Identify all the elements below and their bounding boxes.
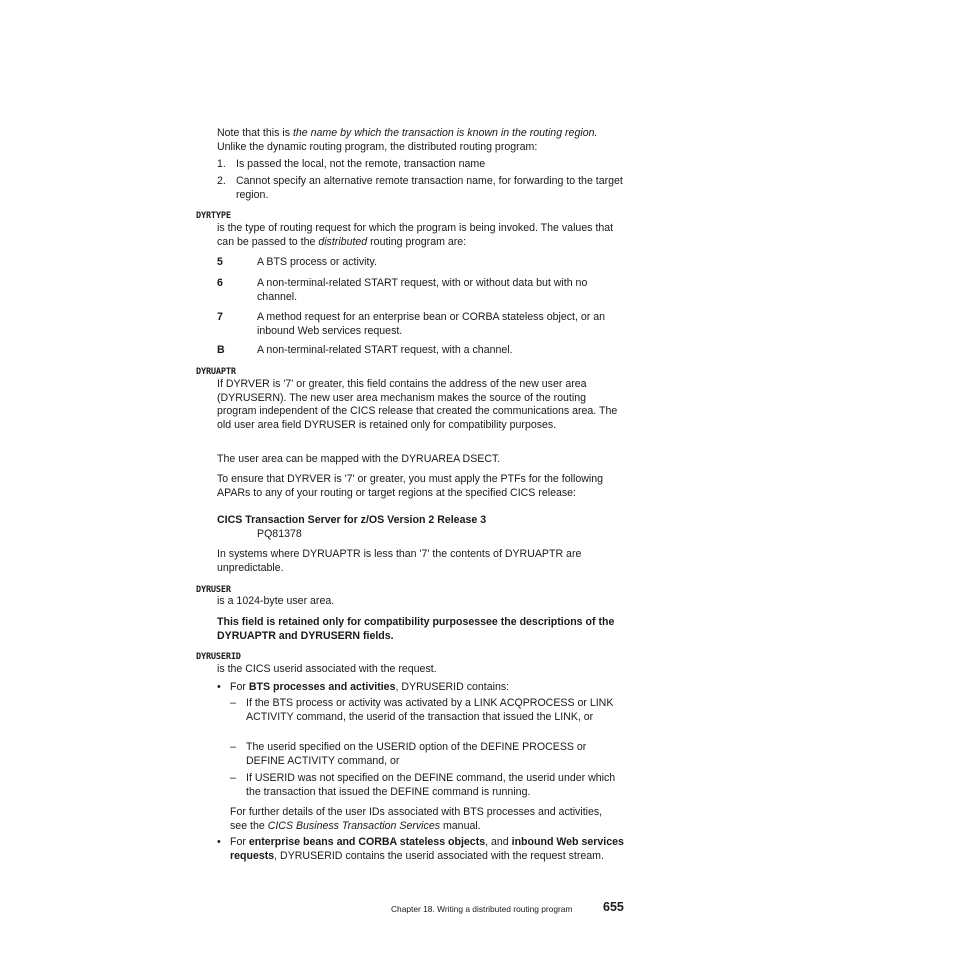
term-dyrtype: DYRTYPE xyxy=(196,211,231,221)
dyrtype-description: is the type of routing request for which the program is being invoked. The values that can be passed to the distributed routing program are: xyxy=(217,222,614,248)
dash-marker-1: – xyxy=(230,697,236,709)
term-dyruaptr: DYRUAPTR xyxy=(196,367,236,377)
term-dyruserid: DYRUSERID xyxy=(196,652,241,662)
intro-list-item-1: Is passed the local, not the remote, transaction name xyxy=(236,158,486,170)
dyruser-description: is a 1024-byte user area. xyxy=(217,595,335,607)
dyruaptr-paragraph-2: The user area can be mapped with the DYRUAREA DSECT. xyxy=(217,453,501,465)
intro-paragraph: Note that this is the name by which the transaction is known in the routing region. Unlike the dynamic routing program, the distributed routing program: xyxy=(217,127,598,153)
bullet-marker-1: • xyxy=(217,681,221,693)
intro-list-marker-1: 1. xyxy=(217,158,226,170)
bullet-marker-2: • xyxy=(217,836,221,848)
bullet-enterprise-beans: For enterprise beans and CORBA stateless objects, and inbound Web services requests, DYRUSERID contains the userid associated with the request stream. xyxy=(230,836,624,862)
dyruser-note: This field is retained only for compatibility purposessee the descriptions of the DYRUAPTR and DYRUSERN fields. xyxy=(217,616,615,642)
page-number: 655 xyxy=(603,900,624,914)
release-label: CICS Transaction Server for z/OS Version 2 Release 3 xyxy=(217,514,487,526)
dash-item-3: If USERID was not specified on the DEFINE command, the userid under which the transaction that issued the DEFINE command is running. xyxy=(246,772,616,798)
release-apar: PQ81378 xyxy=(257,528,302,540)
dyrtype-code-7: 7 xyxy=(217,311,223,323)
dyruaptr-paragraph-1: If DYRVER is '7' or greater, this field contains the address of the new user area (DYRUSERN). The new user area mechanism makes the source of the routing program independent of the CICS release that created the communications area. The old user area field DYRUSER is retained only for compatibility purposes. xyxy=(217,378,618,431)
footer-chapter: Chapter 18. Writing a distributed routing program xyxy=(391,904,573,914)
dash-marker-2: – xyxy=(230,741,236,753)
dash-marker-3: – xyxy=(230,772,236,784)
bts-further-details: For further details of the user IDs associated with BTS processes and activities, see the CICS Business Transaction Services manual. xyxy=(230,806,603,832)
intro-list-item-2: Cannot specify an alternative remote transaction name, for forwarding to the target region. xyxy=(236,175,623,201)
dyrtype-value-b: A non-terminal-related START request, with a channel. xyxy=(257,344,513,356)
dash-item-2: The userid specified on the USERID option of the DEFINE PROCESS or DEFINE ACTIVITY command, or xyxy=(246,741,587,767)
dash-item-1: If the BTS process or activity was activated by a LINK ACQPROCESS or LINK ACTIVITY command, the userid of the transaction that issued the LINK, or xyxy=(246,697,614,723)
bullet-bts: For BTS processes and activities, DYRUSERID contains: xyxy=(230,681,510,693)
dyrtype-value-7: A method request for an enterprise bean or CORBA stateless object, or an inbound Web services request. xyxy=(257,311,606,337)
dyruaptr-paragraph-4: In systems where DYRUAPTR is less than '7' the contents of DYRUAPTR are unpredictable. xyxy=(217,548,582,574)
dyrtype-code-5: 5 xyxy=(217,256,223,268)
dyruaptr-paragraph-3: To ensure that DYRVER is '7' or greater, you must apply the PTFs for the following APARs to any of your routing or target regions at the specified CICS release: xyxy=(217,473,603,499)
dyrtype-code-b: B xyxy=(217,344,225,356)
dyrtype-code-6: 6 xyxy=(217,277,223,289)
dyrtype-value-6: A non-terminal-related START request, with or without data but with no channel. xyxy=(257,277,588,303)
intro-list-marker-2: 2. xyxy=(217,175,226,187)
dyrtype-value-5: A BTS process or activity. xyxy=(257,256,377,268)
dyruserid-description: is the CICS userid associated with the request. xyxy=(217,663,437,675)
term-dyruser: DYRUSER xyxy=(196,585,231,595)
